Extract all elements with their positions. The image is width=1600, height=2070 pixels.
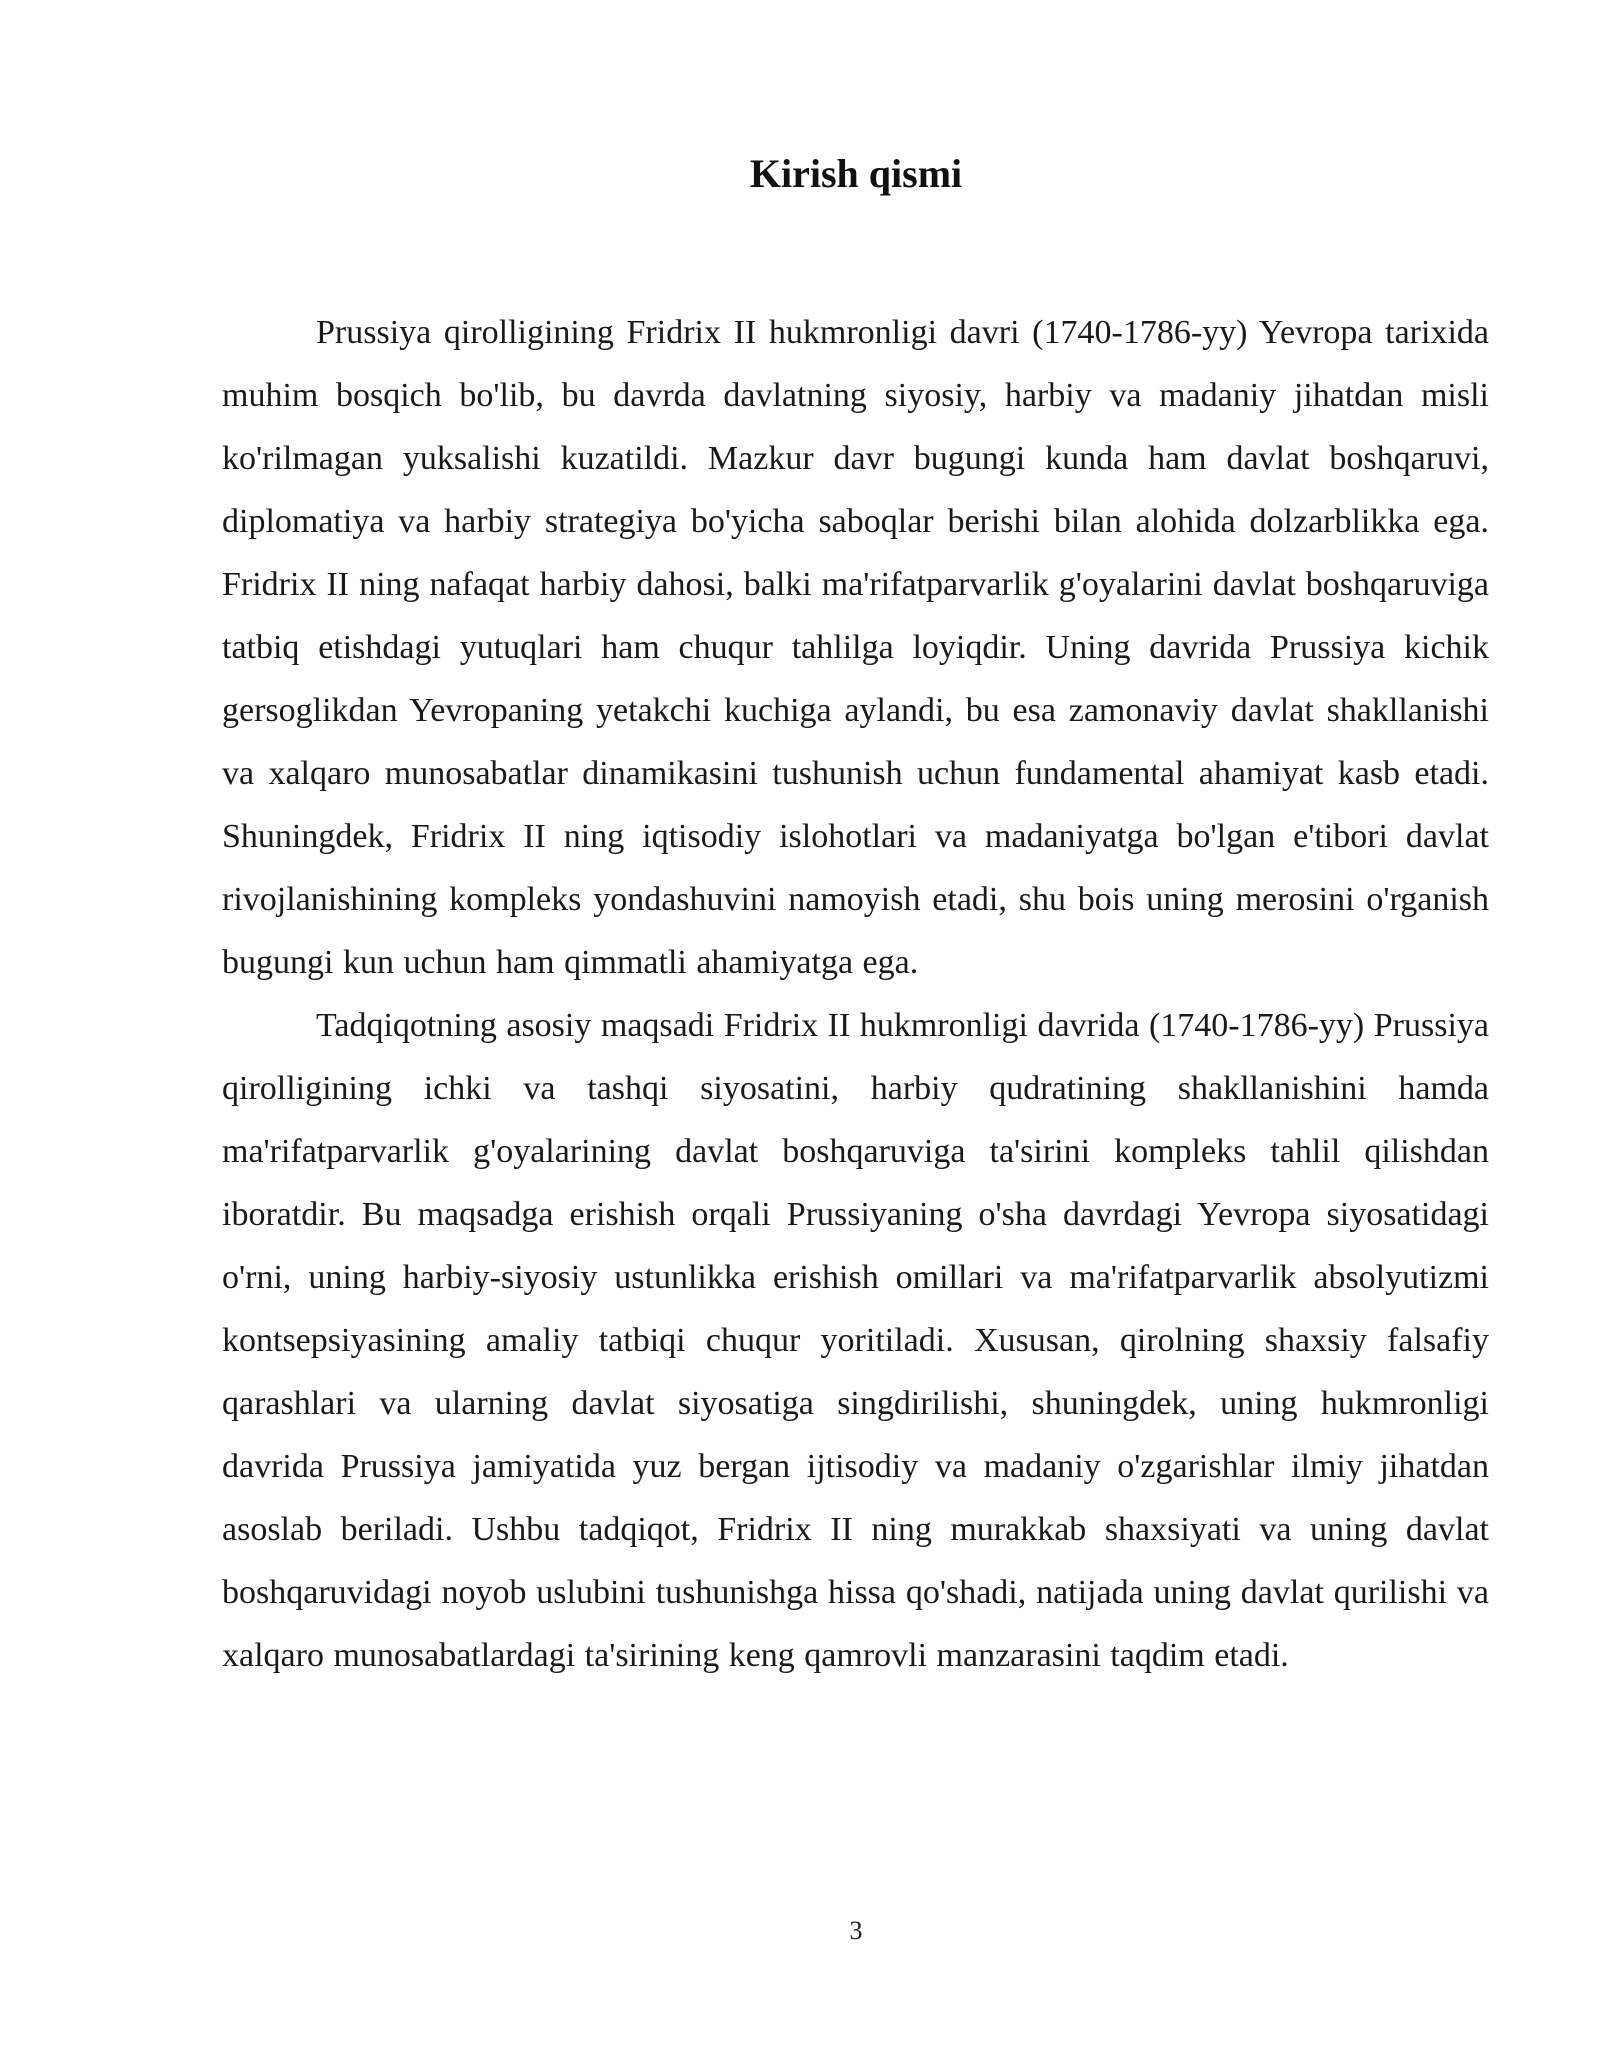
page-title: Kirish qismi <box>749 151 963 196</box>
paragraph-research-goal: Tadqiqotning asosiy maqsadi Fridrix II hukmronligi davrida (1740-1786-yy) Prussiya qirolligining ichki va tashqi siyosatini, harbiy qudratining shakllanishini hamda ma'rifatparvarlik g'oyalarining davlat boshqaruviga ta'sirini kompleks tahlil qilishdan iboratdir. Bu maqsadga erishish orqali Prussiyaning o'sha davrdagi Yevropa siyosatidagi o'rni, uning harbiy-siyosiy ustunlikka erishish omillari va ma'rifatparvarlik absolyutizmi kontsepsiyasining amaliy tatbiqi chuqur yoritiladi. Xususan, qirolning shaxsiy falsafiy qarashlari va ularning davlat siyosatiga singdirilishi, shuningdek, uning hukmronligi davrida Prussiya jamiyatida yuz bergan ijtisodiy va madaniy o'zgarishlar ilmiy jihatdan asoslab beriladi. Ushbu tadqiqot, Fridrix II ning murakkab shaxsiyati va uning davlat boshqaruvidagi noyob uslubini tushunishga hissa qo'shadi, natijada uning davlat qurilishi va xalqaro munosabatlardagi ta'sirining keng qamrovli manzarasini taqdim etadi. <box>222 1007 1489 1674</box>
paragraph-introduction: Prussiya qirolligining Fridrix II hukmronligi davri (1740-1786-yy) Yevropa tarixida muhim bosqich bo'lib, bu davrda davlatning siyosiy, harbiy va madaniy jihatdan misli ko'rilmagan yuksalishi kuzatildi. Mazkur davr bugungi kunda ham davlat boshqaruvi, diplomatiya va harbiy strategiya bo'yicha saboqlar berishi bilan alohida dolzarblikka ega. Fridrix II ning nafaqat harbiy dahosi, balki ma'rifatparvarlik g'oyalarini davlat boshqaruviga tatbiq etishdagi yutuqlari ham chuqur tahlilga loyiqdir. Uning davrida Prussiya kichik gersoglikdan Yevropaning yetakchi kuchiga aylandi, bu esa zamonaviy davlat shakllanishi va xalqaro munosabatlar dinamikasini tushunish uchun fundamental ahamiyat kasb etadi. Shuningdek, Fridrix II ning iqtisodiy islohotlari va madaniyatga bo'lgan e'tibori davlat rivojlanishining kompleks yondashuvini namoyish etadi, shu bois uning merosini o'rganish bugungi kun uchun ham qimmatli ahamiyatga ega. <box>222 314 1489 981</box>
page-number: 3 <box>849 1916 863 1945</box>
body-text <box>222 301 1489 1687</box>
